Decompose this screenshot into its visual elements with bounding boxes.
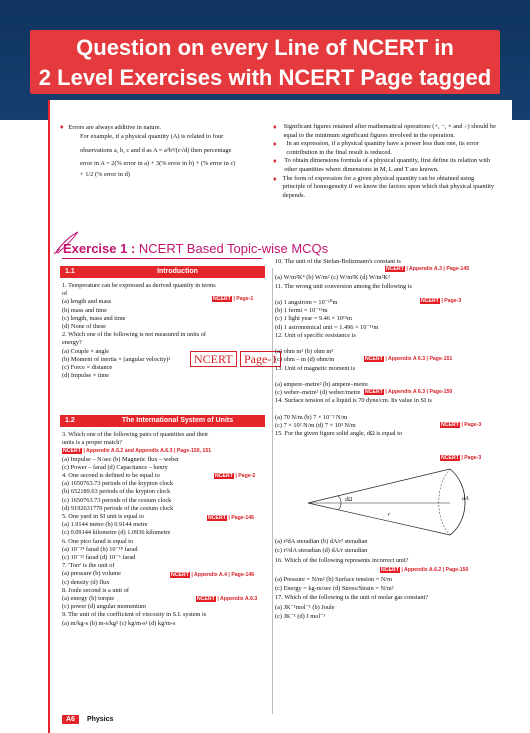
- note-left-2: For example, if a physical quantity (A) is related to four: [80, 132, 224, 140]
- q-line: 5. One yard in SI unit is equal to: [62, 513, 145, 521]
- ncert-tag: NCERT | Page-1: [213, 296, 254, 302]
- section-number: 1.1: [65, 268, 75, 275]
- bullet-icon: ♦: [273, 140, 277, 149]
- exercise-underline: [62, 258, 262, 259]
- question-block-4: [275, 537, 428, 622]
- q-line: (c) density (d) flux: [62, 578, 110, 586]
- ncert-tag: NCERT | Page-146: [208, 515, 255, 521]
- q-line: 15. For the given figure solid angle, dΩ is equal to: [275, 430, 403, 438]
- q-line: 10. The unit of the Stefan-Boltzmann's constant is: [275, 258, 401, 265]
- q-line: (d) 9192631770 periods of the cesium clock: [62, 504, 174, 512]
- q-line: energy?: [62, 339, 82, 347]
- q-line: 8. Joule second is a unit of: [62, 586, 129, 594]
- note-right-3: To obtain dimensions formula of a physical quantity, first define its relation with other quantities where dimensions in M, L and T are known.: [284, 157, 491, 173]
- q-line: (c) power (d) angular momentum: [62, 603, 146, 611]
- figure-label-da: dA: [462, 496, 469, 502]
- q-line: (b) Moment of inertia × (angular velocity)²: [62, 355, 171, 363]
- q-line: (a) r²dA steradian (b) dA/r² steradian: [275, 538, 368, 545]
- q-line: 13. Unit of magnetic moment is: [275, 364, 356, 372]
- q-line: (a) W/m²K⁴ (b) W/m² (c) W/m²K (d) W/m²K²: [275, 274, 390, 282]
- exercise-title: [63, 241, 328, 256]
- q-line: 14. Surface tension of a liquid is 70 dyne/cm. Its value in SI is: [275, 397, 432, 405]
- note-left-5: + 1/2 (% error in d): [80, 171, 130, 179]
- q-line: (a) 1650763.73 periods of the krypton clock: [62, 480, 174, 488]
- q-line: (c) Power – farad (d) Capacitance – henry: [62, 463, 168, 471]
- q-line: [275, 291, 432, 299]
- ncert-tag: NCERT | Page-3: [421, 298, 462, 304]
- ncert-tag: NCERT | Appendix A.6.3: [197, 596, 258, 602]
- section-header-2: [60, 415, 265, 427]
- section-header-1: [60, 266, 265, 278]
- q-line: (a) ohm m² (b) ohm m³: [275, 348, 334, 356]
- q-line: 2. Which one of the following is not measured in units of: [62, 331, 206, 339]
- bullet-icon: ♦: [60, 123, 64, 131]
- q-line: (c) 10⁻¹² farad (d) 10⁻⁶ farad: [62, 554, 136, 562]
- ncert-tag: NCERT | Page-3: [441, 422, 482, 428]
- question-block-3: [275, 258, 432, 438]
- q-line: 16. Which of the following represents incorrect unit?: [275, 556, 409, 564]
- q-line: 7. 'Torr' is the unit of: [62, 562, 115, 570]
- bullet-icon: ♦: [273, 174, 277, 183]
- ncert-tag: NCERT | Page-3: [441, 455, 482, 461]
- q-line: (a) 1 angstrom = 10⁻¹⁰m: [275, 299, 338, 307]
- q-line: (d) None of these: [62, 323, 106, 331]
- solid-angle-figure: [300, 465, 480, 537]
- q-line: 17. Which of the following is the unit of molar gas constant?: [275, 594, 429, 602]
- page-footer: [62, 716, 113, 723]
- banner-line-1: Question on every Line of NCERT in: [76, 35, 454, 60]
- section-number: 1.2: [65, 417, 75, 424]
- q-line: (c) Energy = kg-m/sec (d) Stress/Strain = N/m²: [275, 585, 394, 593]
- note-left-4: error in A = 2(% error in a) + 3(% error in b) + (% error in c): [80, 159, 236, 167]
- q-line: (c) 0.09144 kilometre (d) 1.0936 kilometre: [62, 529, 171, 537]
- q-line: 11. The wrong unit conversion among the following is: [275, 282, 412, 290]
- q-line: (a) 70 N/m (b) 7 × 10⁻² N/m: [275, 413, 348, 421]
- q-line: (b) 1 fermi = 10⁻¹⁵m: [275, 307, 328, 315]
- q-line: (d) Impulse × time: [62, 372, 110, 380]
- q-line: [275, 406, 432, 414]
- note-right-2: In an expression, if a physical quantity have a power less than one, its error contribution in the final result is reduced.: [286, 140, 479, 156]
- q-line: (c) ohm – m (d) ohm/m: [275, 356, 335, 364]
- section-title: Introduction: [157, 268, 198, 275]
- q-line: 4. One second is defined to be equal to: [62, 472, 160, 480]
- q-line: 12. Unit of specific resistance is: [275, 331, 356, 339]
- ncert-tag: NCERT | Appendix A 6.3 | Page-151: [365, 356, 453, 362]
- q-line: 9. The unit of the coefficient of viscosity in S.I. system is: [62, 611, 207, 619]
- q-line: (c) JK⁻¹ (d) J mol⁻¹: [275, 613, 326, 621]
- q-line: (c) weber–metre² (d) weber/metre: [275, 389, 361, 397]
- ncert-tag: NCERT | Appendix A 6.3 | Page-150: [365, 389, 453, 395]
- ncert-tag: NCERT | Page-2: [215, 473, 256, 479]
- q-line: (a) Impulse – N/sec (b) Magnetic flux – weber: [62, 455, 180, 463]
- q-line: (b) 652189.63 periods of the krypton clock: [62, 488, 171, 496]
- q-line: (a) m/kg-s (b) m-s/kg² (c) kg/m-s² (d) kg/m-s: [62, 619, 176, 627]
- notes-left: [60, 123, 265, 180]
- q-line: (a) pressure (b) volume: [62, 570, 121, 578]
- exercise-prefix: Exercise 1 :: [63, 241, 136, 256]
- q-line: (a) Couple × angle: [62, 347, 110, 355]
- subject-name: Physics: [86, 716, 114, 723]
- bullet-icon: ♦: [273, 157, 277, 166]
- note-left-1: Errors are always additive in nature.: [68, 124, 162, 131]
- note-right-1: Significant figures retained after mathematical operations (+, −, × and ÷) should be equal to the minimum significant figures involved in the operation.: [283, 123, 496, 139]
- q-line: (b) mass and time: [62, 306, 107, 314]
- q-line: (c) r²/dA steradian (d) dA/r steradian: [275, 547, 368, 555]
- q-line: (c) 1 light year = 9.46 × 10¹⁵m: [275, 315, 352, 323]
- figure-label-r: r: [388, 512, 391, 518]
- q-line: (a) 10⁻²⁴ farad (b) 10⁻¹⁸ farad: [62, 545, 138, 553]
- q-line: [275, 340, 432, 348]
- ncert-tag: NCERT | Appendix A.6.2 and Appendix A.6.3 | Page-150, 151: [63, 448, 212, 455]
- note-left-3: observations a, b, c and d as A = a²b³/(c√d) then percentage: [80, 147, 232, 155]
- exercise-subtitle: NCERT Based Topic-wise MCQs: [135, 241, 329, 256]
- section-title: The International System of Units: [121, 417, 234, 424]
- question-block-2: [62, 431, 211, 628]
- promo-banner: [30, 30, 500, 94]
- figure-label-omega: dΩ: [345, 497, 353, 503]
- q-line: (a) Pressure = N/m² (b) Surface tension = N/m: [275, 575, 393, 583]
- q-line: [275, 373, 432, 381]
- q-line: 3. Which one of the following pairs of quantities and their: [62, 431, 209, 438]
- ncert-tag: NCERT | Appendix A.4 | Page-146: [171, 572, 255, 578]
- q-line: 1. Temperature can be expressed as derived quantity in terms: [62, 282, 216, 289]
- q-line: (a) energy (b) torque: [62, 595, 115, 603]
- column-divider: [272, 268, 273, 714]
- q-line: (a) length and mass: [62, 298, 112, 306]
- q-line: (a) JK⁻¹mol⁻¹ (b) Joule: [275, 603, 335, 611]
- q-line: (a) ampere–metre² (b) ampere–metre: [275, 381, 368, 389]
- ncert-page-badge: [190, 352, 281, 367]
- q-line: (a) 1.9144 metre (b) 0.9144 metre: [62, 521, 148, 529]
- q-line: of: [62, 290, 68, 298]
- q-line: (c) length, mass and time: [62, 314, 126, 322]
- page-number: A6: [62, 715, 79, 724]
- q-line: (d) 1 astronomical unit = 1.496 × 10⁻¹¹m: [275, 323, 379, 331]
- q-line: (c) Force × distance: [62, 364, 113, 372]
- banner-line-2: 2 Level Exercises with NCERT Page tagged: [38, 65, 492, 90]
- ncert-tag: NCERT | Appendix A.6.2 | Page-150: [381, 567, 469, 573]
- ncert-tag: NCERT | Appendix A.3 | Page-145: [386, 266, 470, 272]
- note-right-4: The form of expression for a given physical quantity can be obtained using principle of homogeneity if we know the factors upon which that physical quantity depends.: [282, 174, 495, 199]
- notes-right: [273, 123, 498, 200]
- q-line: (c) 1650763.73 periods of the cesium clock: [62, 496, 172, 504]
- q-line: (c) 7 × 10² N/m (d) 7 × 10³ N/m: [275, 422, 356, 430]
- q-line: units is a proper match?: [62, 439, 123, 447]
- q-line: 6. One pico farad is equal to: [62, 537, 134, 545]
- ncert-label: NCERT: [190, 351, 237, 367]
- bullet-icon: ♦: [273, 123, 277, 131]
- page-label: Page-1: [240, 351, 281, 367]
